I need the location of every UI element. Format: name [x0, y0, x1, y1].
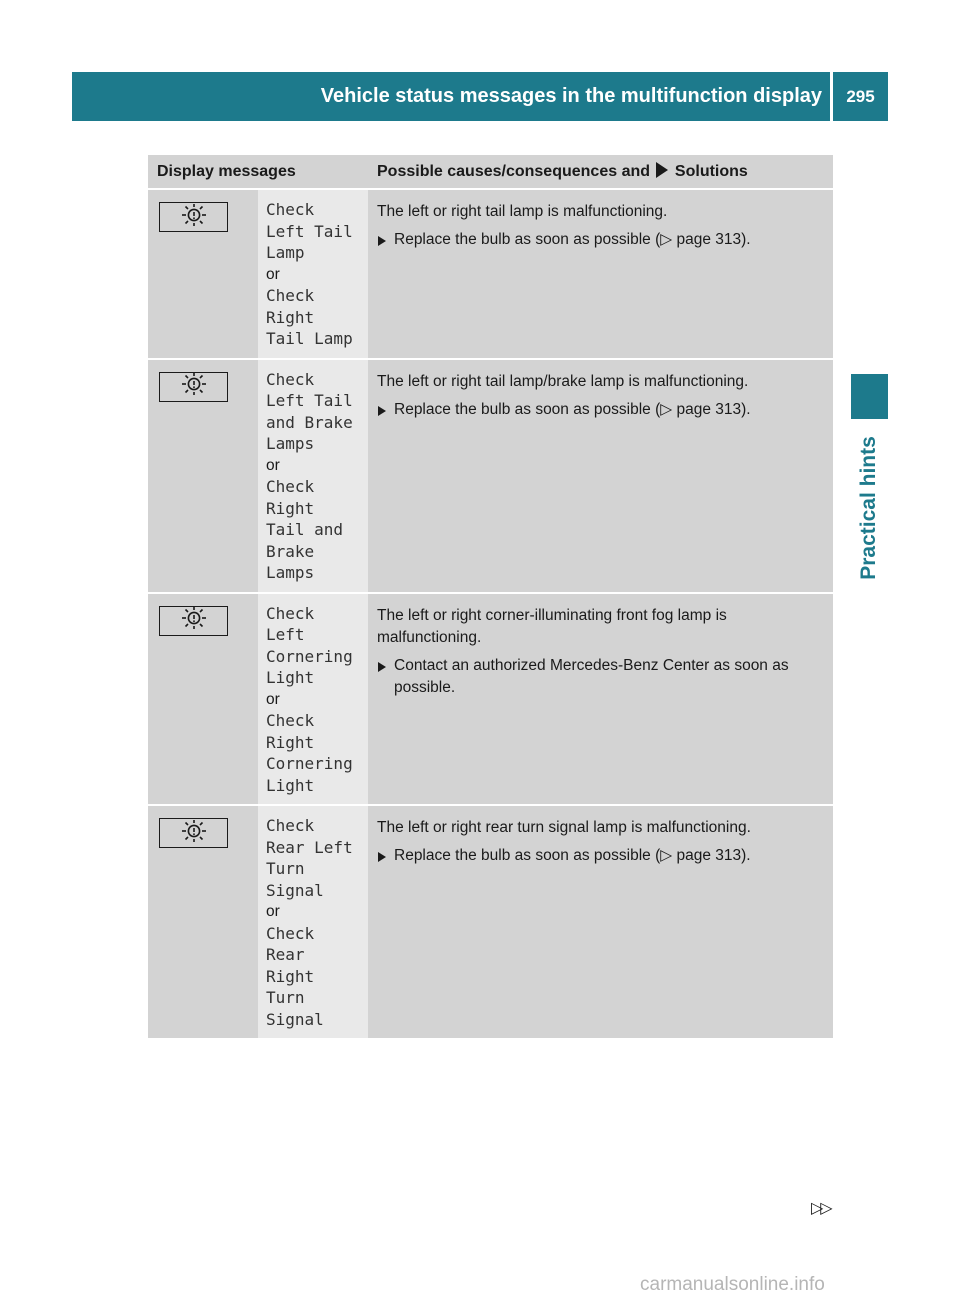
or-text: or — [266, 690, 280, 708]
table-header-row — [148, 155, 833, 189]
step-text: Contact an authorized Mercedes-Benz Center as soon as possible. — [394, 656, 789, 696]
step-arrow-icon — [378, 236, 386, 246]
step-arrow-icon — [378, 662, 386, 672]
table-row — [148, 189, 833, 359]
icon-cell — [148, 805, 258, 1039]
message-line: Right — [266, 307, 315, 327]
step-arrow-icon — [378, 406, 386, 416]
solution-cell — [368, 593, 833, 806]
display-symbol — [159, 372, 228, 402]
message-line: Check — [266, 816, 315, 835]
message-line: Brake — [266, 541, 315, 561]
bulb-warning-icon — [180, 819, 208, 848]
column-header-solutions-prefix: Possible causes/consequences and — [377, 163, 651, 180]
step-text: Replace the bulb as soon as possible (▷ page 313). — [394, 847, 751, 864]
message-line: Check — [266, 603, 315, 623]
message-line: Rear Left — [266, 837, 353, 857]
display-message-cell — [258, 593, 368, 806]
status-message-table — [148, 155, 833, 1040]
table-row — [148, 805, 833, 1039]
display-message-cell — [258, 189, 368, 359]
message-line: Turn — [266, 859, 305, 878]
cause-text: The left or right corner-illuminating front fog lamp is malfunctioning. — [377, 606, 727, 646]
message-line: Signal — [266, 880, 324, 900]
table-row — [148, 359, 833, 593]
icon-cell — [148, 593, 258, 806]
message-line: Lamp — [266, 243, 305, 262]
message-line: Light — [266, 775, 315, 795]
cause-text: The left or right rear turn signal lamp is malfunctioning. — [377, 819, 751, 836]
message-line: Left Tail — [266, 391, 353, 410]
or-text: or — [266, 456, 280, 474]
cause-text: The left or right tail lamp is malfunctioning. — [377, 203, 668, 220]
message-line: Right — [266, 732, 315, 752]
message-line: Check — [266, 200, 315, 219]
message-line: Signal — [266, 1009, 324, 1029]
display-message-cell — [258, 805, 368, 1039]
solution-step — [377, 845, 824, 867]
bulb-warning-icon — [180, 203, 208, 232]
message-line: Check — [266, 286, 315, 305]
side-tab — [846, 426, 892, 590]
icon-cell — [148, 189, 258, 359]
bulb-warning-icon — [180, 372, 208, 401]
step-text: Replace the bulb as soon as possible (▷ page 313). — [394, 231, 751, 248]
solution-cell — [368, 805, 833, 1039]
message-line: Tail and — [266, 520, 344, 539]
arrow-right-icon — [656, 162, 668, 178]
message-line: Rear — [266, 945, 305, 964]
solution-step — [377, 655, 824, 699]
message-line: Left Tail — [266, 221, 353, 241]
column-header-solutions — [368, 155, 833, 189]
message-line: Cornering — [266, 754, 353, 773]
display-symbol — [159, 606, 228, 636]
column-header-solutions-suffix: Solutions — [674, 163, 748, 180]
solution-cell — [368, 359, 833, 593]
page-number: 295 — [846, 87, 875, 106]
solution-step — [377, 229, 824, 251]
message-line: Tail Lamp — [266, 329, 353, 348]
solution-cell — [368, 189, 833, 359]
or-text: or — [266, 903, 280, 920]
message-line: Light — [266, 668, 315, 687]
or-text: or — [266, 265, 280, 283]
bulb-warning-icon — [180, 606, 208, 635]
message-line: Check — [266, 711, 315, 730]
step-arrow-icon — [378, 852, 386, 862]
watermark: carmanualsonline.info — [640, 1274, 825, 1295]
icon-cell — [148, 359, 258, 593]
cause-text: The left or right tail lamp/brake lamp is malfunctioning. — [377, 372, 749, 390]
step-text: Replace the bulb as soon as possible (▷ page 313). — [394, 400, 751, 418]
message-line: Right — [266, 966, 315, 986]
message-line: Check — [266, 369, 315, 389]
page-title: Vehicle status messages in the multifunction display — [320, 85, 822, 107]
side-tab-label: Practical hints — [857, 436, 880, 580]
message-line: Lamps — [266, 563, 315, 582]
message-line: Right — [266, 498, 315, 518]
display-message-cell — [258, 359, 368, 593]
message-line: Check — [266, 923, 315, 943]
message-line: Lamps — [266, 434, 315, 453]
message-line: Left — [266, 625, 305, 644]
message-line: Turn — [266, 988, 305, 1007]
table-body — [148, 189, 833, 1039]
side-tab-marker — [851, 374, 888, 419]
column-header-display-messages: Display messages — [148, 155, 368, 189]
display-symbol — [159, 818, 228, 848]
display-symbol — [159, 202, 228, 232]
table-row — [148, 593, 833, 806]
message-line: Cornering — [266, 646, 353, 666]
message-line: and Brake — [266, 412, 353, 432]
solution-step — [377, 399, 824, 421]
continue-icon: ▷▷ — [811, 1200, 830, 1217]
message-line: Check — [266, 477, 315, 496]
